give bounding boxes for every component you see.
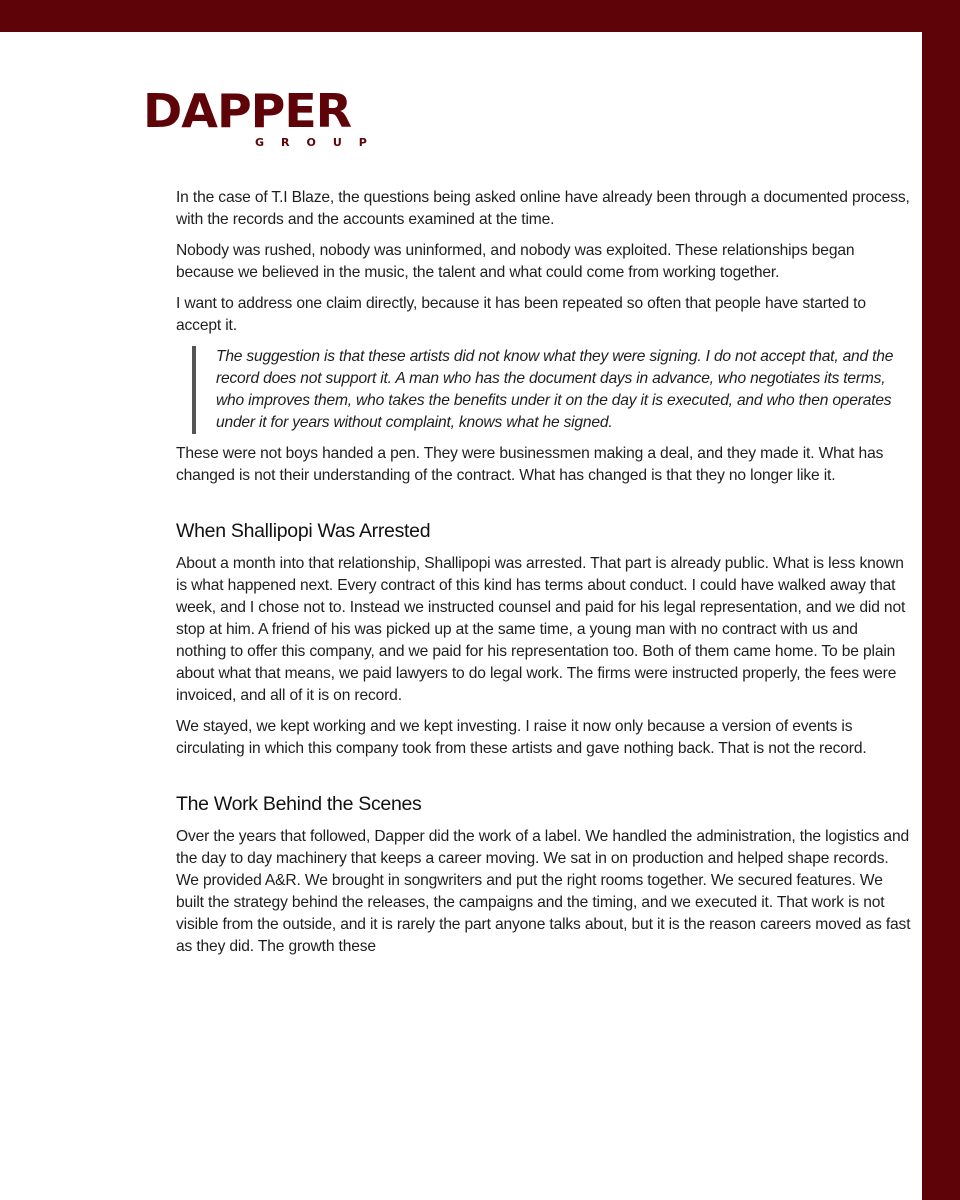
intro-paragraph-2: Nobody was rushed, nobody was uninformed, and nobody was exploited. These relationships began because we believed in the music, the talent and what could come from working together. <box>176 242 855 281</box>
after-quote-paragraph: These were not boys handed a pen. They were businessmen making a deal, and they made it. What has changed is not their understanding of the contract. What has changed is that they no longer like it. <box>176 445 884 484</box>
work-paragraph-1: Over the years that followed, Dapper did the work of a label. We handled the administration, the logistics and the day to day machinery that keeps a career moving. We sat in on production and helped shape records. We provided A&R. We brought in songwriters and put the right rooms together. We secured features. We built the strategy behind the releases, the campaigns and the timing, and we executed it. That work is not visible from the outside, and it is rarely the part anyone talks about, but it is the reason careers moved as fast as they did. The growth these <box>176 828 911 955</box>
logo-subtitle: GROUP <box>255 136 384 149</box>
right-frame-bar <box>922 0 960 1200</box>
pull-quote: The suggestion is that these artists did not know what they were signing. I do not accept that, and the record does not support it. A man who has the document days in advance, who negotiates its terms, who improves them, who takes the benefits under it on the day it is executed, and who then operates under it for years without complaint, knows what he signed. <box>192 346 912 434</box>
arrest-paragraph-1: About a month into that relationship, Shallipopi was arrested. That part is already public. What is less known is what happened next. Every contract of this kind has terms about conduct. I could have walked away that week, and I chose not to. Instead we instructed counsel and paid for his legal representation, and we did not stop at him. A friend of his was picked up at the same time, a young man with no contract with us and nothing to offer this company, and we paid for his representation too. Both of them came home. To be plain about what that means, we paid lawyers to do legal work. The firms were instructed properly, the fees were invoiced, and all of it is on record. <box>176 555 906 704</box>
section-heading-arrest: When Shallipopi Was Arrested <box>176 520 431 542</box>
logo-wordmark: DAPPER <box>143 84 352 138</box>
intro-paragraph-3: I want to address one claim directly, because it has been repeated so often that people have started to accept it. <box>176 295 866 334</box>
section-heading-work: The Work Behind the Scenes <box>176 793 422 815</box>
arrest-paragraph-2: We stayed, we kept working and we kept investing. I raise it now only because a version of events is circulating in which this company took from these artists and gave nothing back. That is not the record. <box>176 718 867 757</box>
document-body <box>176 187 912 967</box>
top-frame-bar <box>0 0 960 32</box>
dapper-group-logo <box>143 84 389 152</box>
intro-paragraph-1: In the case of T.I Blaze, the questions being asked online have already been through a documented process, with the records and the accounts examined at the time. <box>176 189 910 228</box>
